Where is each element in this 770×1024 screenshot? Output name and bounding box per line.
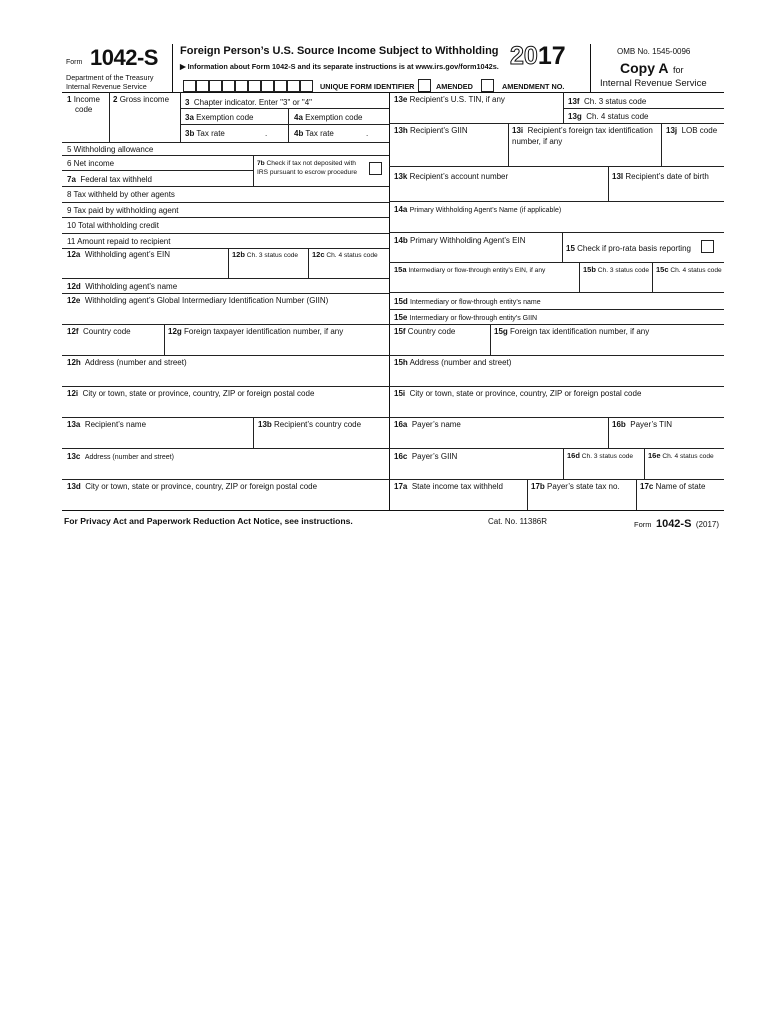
box-13h-recipient-giin[interactable]: 13h Recipient’s GIIN: [394, 126, 468, 135]
arrow-right-icon: ▶: [180, 62, 186, 71]
box-12f-country-code[interactable]: 12f Country code: [67, 327, 131, 336]
box-15f-country-code[interactable]: 15f Country code: [394, 327, 456, 336]
box-15-pro-rata-label: 15 Check if pro-rata basis reporting: [566, 244, 691, 253]
box-9-tax-paid-by-agent[interactable]: 9 Tax paid by withholding agent: [67, 206, 179, 215]
box-4b-decimal: .: [366, 129, 369, 138]
amended-label: AMENDED: [436, 82, 473, 91]
box-7a-federal-tax-withheld[interactable]: 7a Federal tax withheld: [67, 175, 152, 184]
box-15b-ch3-status[interactable]: 15b Ch. 3 status code: [583, 265, 650, 274]
box-15c-ch4-status[interactable]: 15c Ch. 4 status code: [656, 265, 722, 274]
box-1-income-code-line2: code: [75, 105, 93, 114]
amendment-number-box[interactable]: [481, 79, 494, 92]
box-16b-payer-tin[interactable]: 16b Payer’s TIN: [612, 420, 673, 429]
box-17c-name-of-state[interactable]: 17c Name of state: [640, 482, 706, 491]
box-15i-city[interactable]: 15i City or town, state or province, country, ZIP or foreign postal code: [394, 389, 642, 398]
catalog-number: Cat. No. 11386R: [488, 517, 547, 526]
box-17b-payer-state-tax-no[interactable]: 17b Payer’s state tax no.: [531, 482, 620, 491]
box-14b-primary-agent-ein[interactable]: 14b Primary Withholding Agent’s EIN: [394, 236, 526, 245]
box-6-net-income[interactable]: 6 Net income: [67, 159, 115, 168]
footer-form-id: Form 1042-S (2017): [634, 518, 720, 530]
box-16c-payer-giin[interactable]: 16c Payer’s GIIN: [394, 452, 458, 461]
box-13j-lob-code[interactable]: 13j LOB code: [666, 126, 718, 135]
box-8-tax-withheld-other-agents[interactable]: 8 Tax withheld by other agents: [67, 190, 175, 199]
box-3a-exemption-code[interactable]: 3a Exemption code: [185, 113, 254, 122]
box-4b-tax-rate[interactable]: 4b Tax rate: [294, 129, 334, 138]
box-7b-escrow-label-line2: IRS pursuant to escrow procedure: [257, 169, 358, 176]
box-3b-tax-rate[interactable]: 3b Tax rate: [185, 129, 225, 138]
form-number: 1042-S: [90, 45, 158, 70]
box-16a-payer-name[interactable]: 16a Payer’s name: [394, 420, 461, 429]
box-12c-ch4-status[interactable]: 12c Ch. 4 status code: [312, 250, 378, 259]
box-2-gross-income[interactable]: 2 Gross income: [113, 95, 170, 104]
box-15a-intermediary-ein[interactable]: 15a Intermediary or flow-through entity’s EIN, if any: [394, 265, 546, 274]
box-16e-ch4-status[interactable]: 16e Ch. 4 status code: [648, 451, 714, 460]
department-line1: Department of the Treasury: [66, 73, 154, 82]
box-4a-exemption-code[interactable]: 4a Exemption code: [294, 113, 363, 122]
year-outline: 20: [510, 42, 538, 70]
box-15e-intermediary-giin[interactable]: 15e Intermediary or flow-through entity’s GIIN: [394, 313, 538, 322]
box-12a-agent-ein[interactable]: 12a Withholding agent’s EIN: [67, 250, 171, 259]
department-line2: Internal Revenue Service: [66, 82, 147, 91]
box-13f-ch3-status[interactable]: 13f Ch. 3 status code: [568, 97, 647, 106]
privacy-notice: For Privacy Act and Paperwork Reduction Act Notice, see instructions.: [64, 516, 353, 526]
form-word: Form: [66, 59, 83, 66]
box-10-total-withholding-credit[interactable]: 10 Total withholding credit: [67, 221, 159, 230]
box-13d-recipient-city[interactable]: 13d City or town, state or province, country, ZIP or foreign postal code: [67, 482, 318, 491]
copy-recipient: Internal Revenue Service: [600, 78, 707, 89]
box-13a-recipient-name[interactable]: 13a Recipient’s name: [67, 420, 147, 429]
box-12g-foreign-tin[interactable]: 12g Foreign taxpayer identification number, if any: [168, 327, 344, 336]
box-1-income-code[interactable]: 1 Income: [67, 95, 100, 104]
box-15d-intermediary-name[interactable]: 15d Intermediary or flow-through entity’s name: [394, 297, 541, 306]
box-15h-address[interactable]: 15h Address (number and street): [394, 358, 512, 367]
box-13b-recipient-country[interactable]: 13b Recipient’s country code: [258, 420, 362, 429]
box-12i-city[interactable]: 12i City or town, state or province, country, ZIP or foreign postal code: [67, 389, 315, 398]
omb-number: OMB No. 1545-0096: [617, 47, 691, 56]
box-15-pro-rata-checkbox[interactable]: [701, 240, 714, 253]
box-13i-foreign-tin-line2: number, if any: [512, 137, 563, 146]
box-7b-checkbox[interactable]: [369, 162, 382, 175]
form-title: Foreign Person’s U.S. Source Income Subject to Withholding: [180, 45, 499, 57]
box-15g-foreign-tin[interactable]: 15g Foreign tax identification number, if any: [494, 327, 650, 336]
box-16d-ch3-status[interactable]: 16d Ch. 3 status code: [567, 451, 634, 460]
box-3-chapter-indicator[interactable]: 3 Chapter indicator. Enter "3" or "4": [185, 98, 312, 107]
info-line: ▶ Information about Form 1042-S and its separate instructions is at www.irs.gov/form1042s.: [180, 62, 499, 71]
box-13k-account-number[interactable]: 13k Recipient’s account number: [394, 172, 509, 181]
box-13l-date-of-birth[interactable]: 13l Recipient’s date of birth: [612, 172, 709, 181]
box-12d-agent-name[interactable]: 12d Withholding agent’s name: [67, 282, 178, 291]
box-14a-primary-agent-name[interactable]: 14a Primary Withholding Agent’s Name (if applicable): [394, 205, 562, 214]
amendment-no-label: AMENDMENT NO.: [502, 82, 565, 91]
copy-label: Copy A for: [620, 60, 684, 76]
box-12h-address[interactable]: 12h Address (number and street): [67, 358, 187, 367]
unique-form-identifier-label: UNIQUE FORM IDENTIFIER: [320, 82, 415, 91]
tax-year: [510, 42, 566, 71]
box-13g-ch4-status[interactable]: 13g Ch. 4 status code: [568, 112, 649, 121]
box-17a-state-tax-withheld[interactable]: 17a State income tax withheld: [394, 482, 503, 491]
year-bold: 17: [537, 42, 566, 70]
box-11-amount-repaid[interactable]: 11 Amount repaid to recipient: [67, 237, 171, 246]
box-13e-recipient-tin[interactable]: 13e Recipient’s U.S. TIN, if any: [394, 95, 505, 104]
amended-checkbox[interactable]: [418, 79, 431, 92]
box-3b-decimal: .: [265, 129, 268, 138]
box-13i-foreign-tin[interactable]: 13i Recipient’s foreign tax identification: [512, 126, 653, 135]
box-13c-recipient-address[interactable]: 13c Address (number and street): [67, 452, 174, 461]
box-7b-escrow-label: 7b Check if tax not deposited with: [257, 160, 356, 167]
box-5-withholding-allowance[interactable]: 5 Withholding allowance: [67, 145, 154, 154]
box-12e-agent-giin[interactable]: 12e Withholding agent’s Global Intermediary Identification Number (GIIN): [67, 296, 329, 305]
box-12b-ch3-status[interactable]: 12b Ch. 3 status code: [232, 250, 299, 259]
